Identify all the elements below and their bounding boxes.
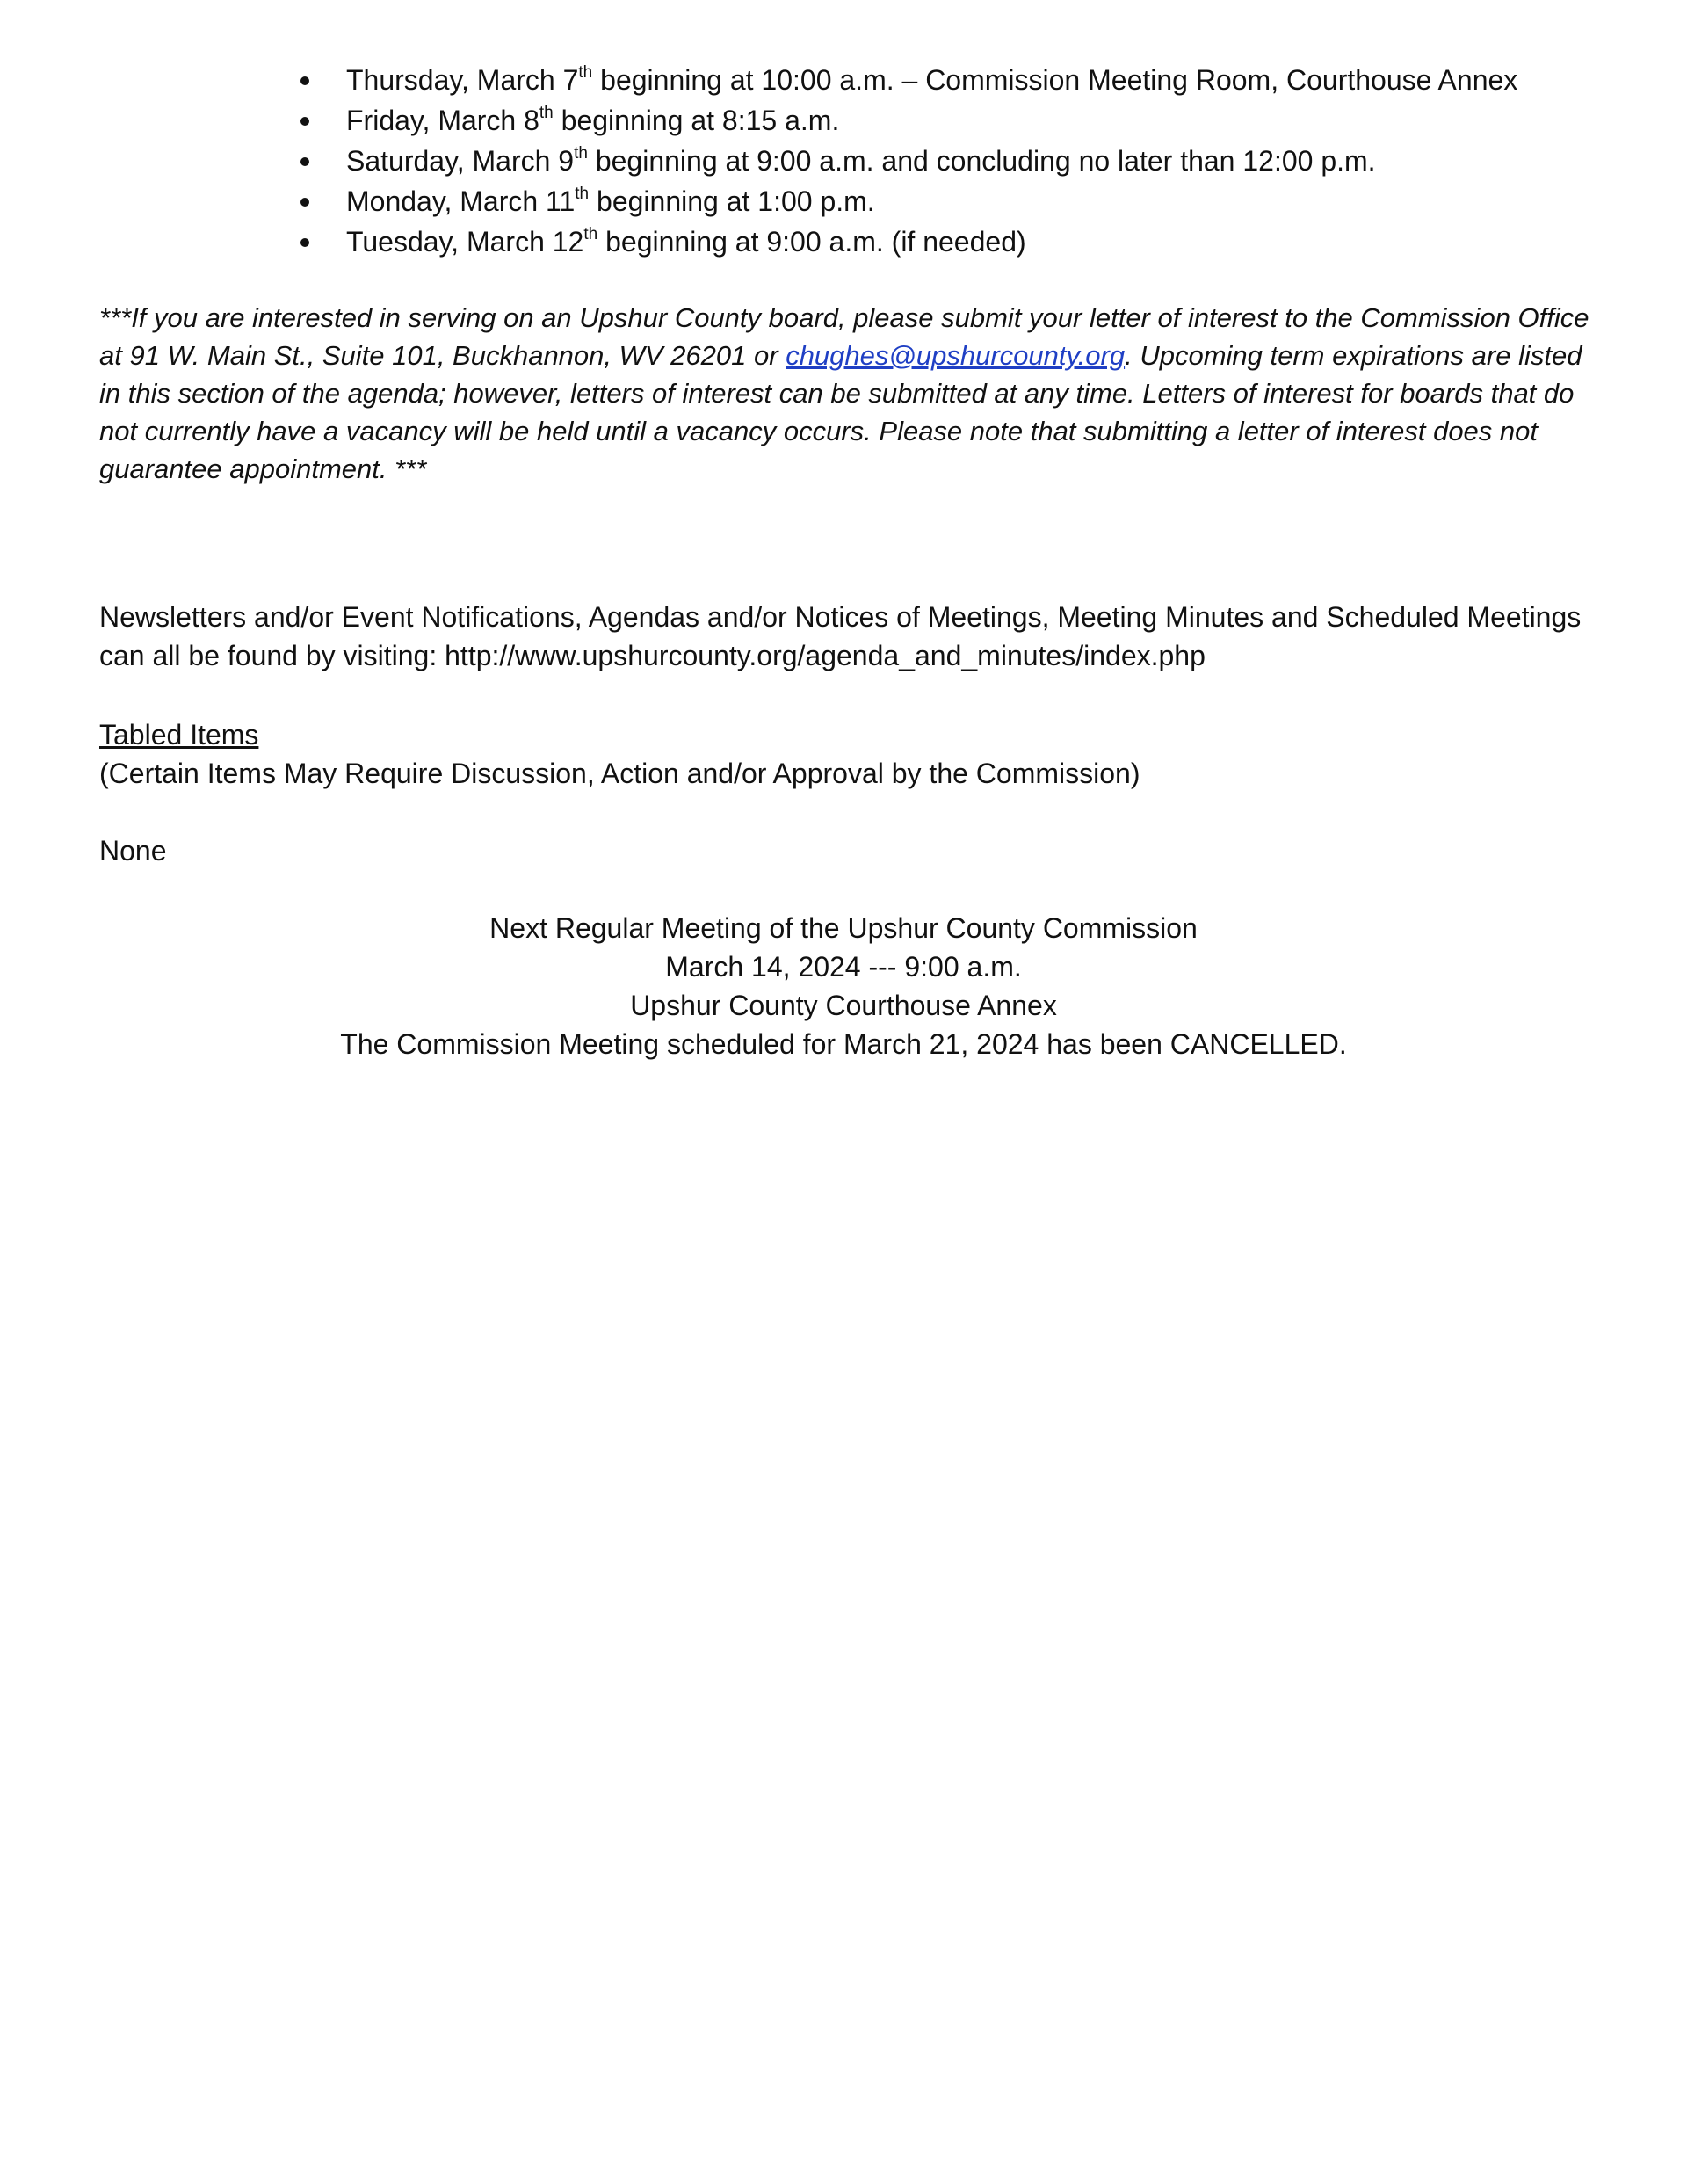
bullet-icon [300,117,309,126]
bullet-icon [300,157,309,166]
bullet-icon [300,198,309,207]
next-meeting-location: Upshur County Courthouse Annex [630,990,1057,1021]
schedule-day: Monday, March 11 [346,185,576,217]
schedule-item [290,100,1608,141]
schedule-day: Saturday, March 9 [346,145,575,177]
schedule-item [290,221,1608,262]
schedule-item [290,141,1608,181]
schedule-detail: beginning at 9:00 a.m. (if needed) [597,226,1026,258]
next-meeting-date: March 14, 2024 --- 9:00 a.m. [665,951,1022,983]
schedule-detail: beginning at 1:00 p.m. [589,185,875,217]
ordinal-suffix: th [583,225,598,243]
newsletters-paragraph: Newsletters and/or Event Notifications, Agendas and/or Notices of Meetings, Meeting Minutes and Scheduled Meetings can all be found by visiting: http://www.upshurcounty.org/agenda_and_minutes/index.php [99,601,1582,671]
schedule-day: Friday, March 8 [346,105,539,136]
tabled-items-note: (Certain Items May Require Discussion, Action and/or Approval by the Commission) [99,758,1140,789]
schedule-item [290,60,1608,100]
board-interest-notice [99,299,1593,488]
schedule-detail: beginning at 8:15 a.m. [553,105,840,136]
schedule-day: Thursday, March 7 [346,64,579,96]
ordinal-suffix: th [578,63,593,82]
next-meeting-block [0,909,1687,1063]
ordinal-suffix: th [575,185,590,203]
bullet-icon [300,238,309,247]
ordinal-suffix: th [574,144,588,163]
tabled-items-none: None [99,835,167,867]
notice-text-continued: . Upcoming term expirations are listed in this section of the agenda; however, letters of interest can be submitted at any time. Letters of interest for boards that do not currently have a vacancy will be held until a vacancy occurs. Please note that submitting a letter of interest does not guarantee appointment. *** [99,340,1582,484]
notice-text: ***If you are interested in serving on an Upshur County board, please submit your letter of interest to the Commission Office at 91 W. Main St., Suite 101, Buckhannon, WV 26201 or [99,302,1589,371]
next-meeting-title: Next Regular Meeting of the Upshur County Commission [489,912,1198,944]
schedule-detail: beginning at 10:00 a.m. – Commission Meeting Room, Courthouse Annex [592,64,1518,96]
schedule-detail: beginning at 9:00 a.m. and concluding no later than 12:00 p.m. [587,145,1376,177]
schedule-item [290,181,1608,221]
tabled-items-heading: Tabled Items [99,719,259,751]
bullet-icon [300,76,309,85]
email-link[interactable]: chughes@upshurcounty.org [786,340,1126,371]
ordinal-suffix: th [539,104,554,122]
cancellation-notice: The Commission Meeting scheduled for March 21, 2024 has been CANCELLED. [340,1028,1347,1060]
schedule-day: Tuesday, March 12 [346,226,584,258]
schedule-list [290,60,1608,262]
